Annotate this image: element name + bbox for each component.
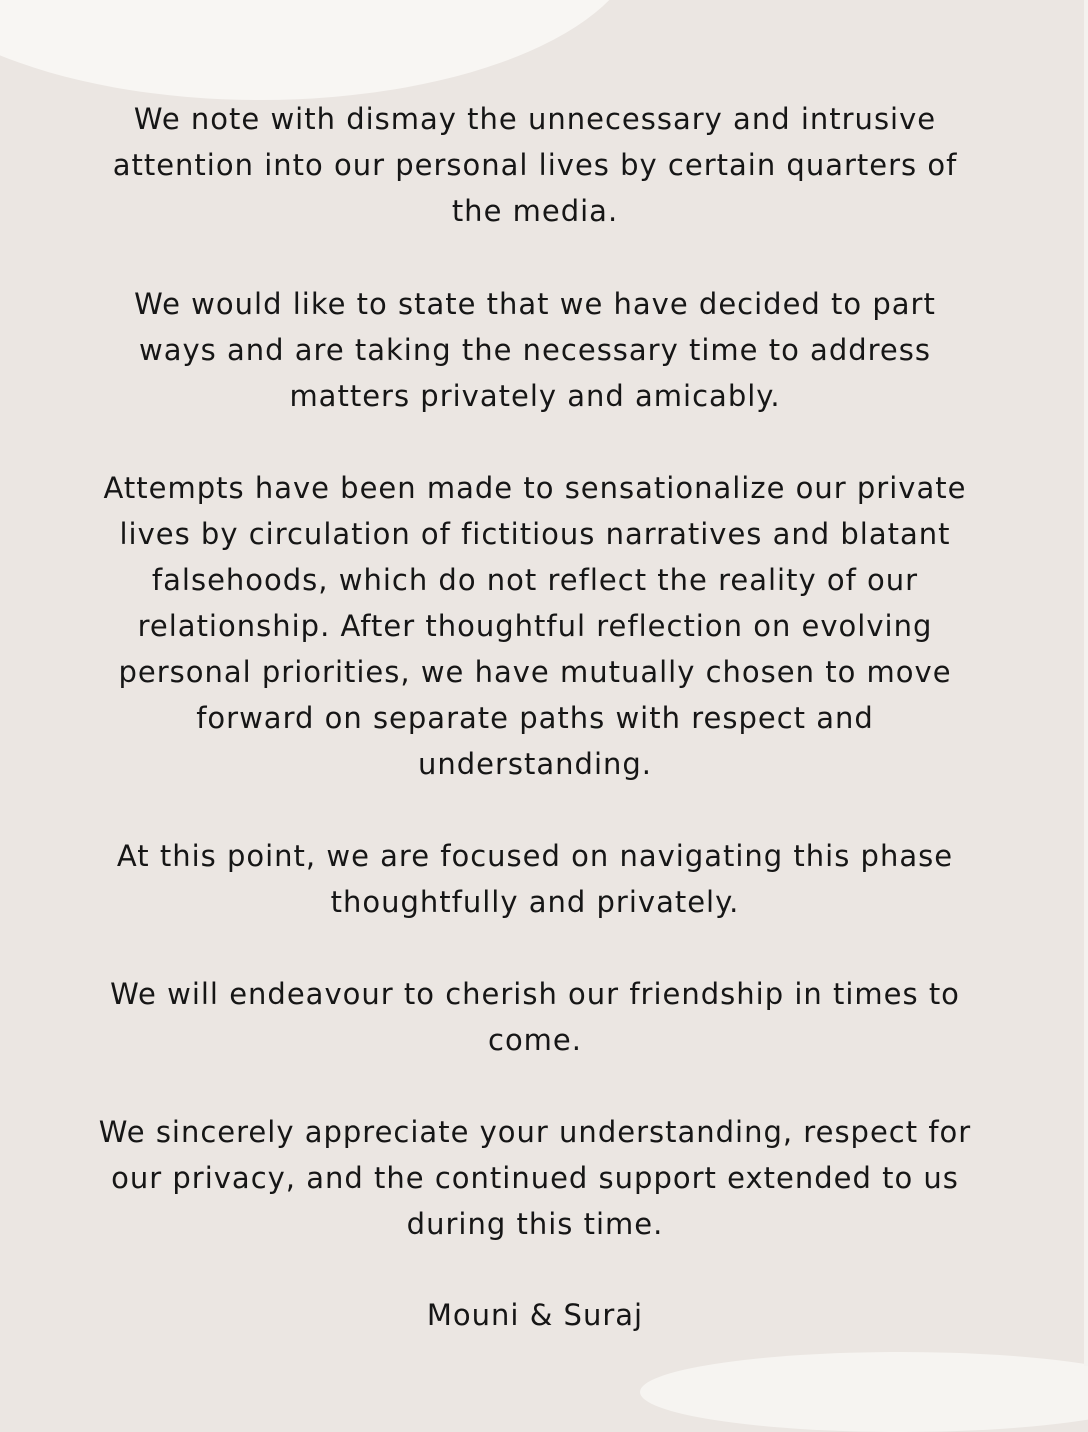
page-edge: [1084, 0, 1088, 1366]
signature: [30, 1292, 1040, 1338]
decorative-curve-bottom: [640, 1352, 1088, 1432]
statement-line: come.: [488, 1023, 582, 1057]
decorative-curve-top: [0, 0, 640, 100]
signature-text: Mouni & Suraj: [426, 1298, 644, 1332]
statement-line: attention into our personal lives by certain quarters of: [112, 148, 958, 182]
statement-line: forward on separate paths with respect and: [196, 701, 874, 735]
statement-line: We will endeavour to cherish our friendship in times to: [110, 977, 960, 1011]
statement-line: We note with dismay the unnecessary and intrusive: [133, 102, 937, 136]
statement-paragraph-5: [30, 971, 1040, 1063]
statement-line: Attempts have been made to sensationalize our private: [103, 471, 967, 505]
statement-line: lives by circulation of fictitious narratives and blatant: [119, 517, 951, 551]
statement-paragraph-4: [30, 833, 1040, 925]
statement-line: the media.: [451, 194, 619, 228]
statement-line: thoughtfully and privately.: [330, 885, 740, 919]
statement-line: falsehoods, which do not reflect the reality of our: [151, 563, 919, 597]
statement-paragraph-1: [30, 96, 1040, 234]
statement-line: ways and are taking the necessary time to address: [139, 333, 931, 367]
statement-paragraph-2: [30, 281, 1040, 419]
statement-line: We sincerely appreciate your understanding, respect for: [98, 1115, 972, 1149]
statement-line: We would like to state that we have decided to part: [134, 287, 936, 321]
statement-paragraph-3: [30, 465, 1040, 787]
statement-line: understanding.: [417, 747, 653, 781]
statement-line: personal priorities, we have mutually chosen to move: [118, 655, 952, 689]
statement-paragraph-6: [30, 1109, 1040, 1247]
statement-line: matters privately and amicably.: [289, 379, 781, 413]
statement-line: At this point, we are focused on navigating this phase: [116, 839, 954, 873]
statement-line: our privacy, and the continued support extended to us: [111, 1161, 959, 1195]
statement-line: relationship. After thoughtful reflection on evolving: [137, 609, 933, 643]
statement-line: during this time.: [406, 1207, 664, 1241]
